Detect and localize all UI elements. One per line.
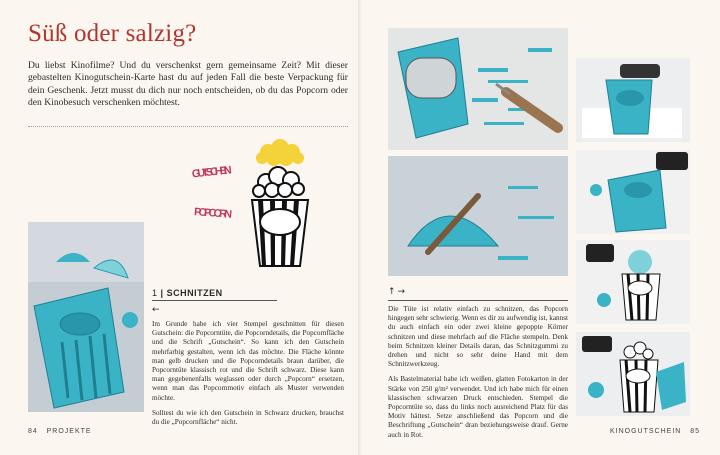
- popcorn-yellow: [256, 139, 304, 166]
- stamp-text-gutschein: GUTSCHEIN: [191, 164, 233, 181]
- right-paragraph: Die Tüte ist relativ einfach zu schnitzen, das Popcorn hingegen sehr schwierig. Wenn es dir zu aufwendig ist, kannst du auch einfach ein oder zwei kleine gepoppte Körner schnitzen und diese mehrfach auf die Fläche stempeln. Denk beim Schnitzen kleiner Details daran, das Schnitzgummi zu drehen und nicht so sehr deine Hand mit dem Schnitzwerkzeug.: [388, 305, 568, 369]
- intro-text: Du liebst Kinofilme? Und du verschenkst gern gemeinsame Zeit? Mit dieser gebastelten Kinogutschein-Karte hast du auf jeden Fall die beste Verpackung für dein Geschenk. Jetzt musst du dich nur noch entscheiden, ob du das Popcorn oder den Kinobesuch verschenken möchtest.: [28, 60, 348, 109]
- right-body-text: [388, 305, 568, 446]
- arrow-left-icon: ←: [152, 305, 160, 315]
- photo-carved-stamps: [28, 222, 144, 412]
- page-number-right: 85: [690, 428, 700, 435]
- footer-right: [610, 428, 700, 435]
- section-rule: [152, 300, 277, 301]
- page-title: Süß oder salzig?: [28, 20, 197, 47]
- arrow-up-right-icon: ↑→: [388, 287, 408, 297]
- dotted-divider: [28, 126, 348, 127]
- photo-carving-stamp: [388, 28, 568, 150]
- popcorn-box: [252, 200, 308, 266]
- stamp-text-popcorn: POPCORN: [193, 206, 233, 221]
- section-rule-right: [388, 300, 568, 301]
- running-head-right: KINOGUTSCHEIN: [610, 428, 682, 435]
- popcorn-stamp-illustration: [186, 134, 346, 284]
- footer-left: [28, 428, 92, 435]
- section-separator: |: [160, 288, 164, 298]
- running-head-left: PROJEKTE: [46, 428, 92, 435]
- left-paragraph: Solltest du wie ich den Gutschein in Schwarz drucken, brauchst du die „Popcornfläche“ nicht.: [152, 408, 344, 427]
- left-paragraph: Im Grunde habe ich vier Stempel geschnitten für diesen Gutschein: die Popcorntüte, die Popcorndetails, die Popcornfläche und die Schrift „Gutschein“. So kann ich den Gutschein mehrfarbig gestalten, wenn ich das möchte. Die Fläche könnte man gelb drucken und die Popcorndetails braun darüber, die Popcorntüte klassisch rot und die Schrift schwarz. Diese kann man gegebenenfalls weglassen oder durch „Popcorn“ ersetzen, wenn man das Popcornmotiv einfach als Muster verwenden möchte.: [152, 320, 344, 402]
- page-number-left: 84: [28, 428, 38, 435]
- photo-finished-voucher: [576, 332, 690, 416]
- popcorn-black: [253, 167, 304, 197]
- photo-stamp-on-paper: [576, 150, 690, 234]
- photo-inking-stamp: [576, 58, 690, 142]
- right-paragraph: Als Bastelmaterial habe ich weißen, glatten Fotokarton in der Stärke von 250 g/m² verwendet. Und ich habe mich für einen klassischen schwarzen Druck entschieden. Stempel die Popcorntüte so, dass du links noch ausreichend Platz für das Motiv hättest. Setze anschließend das Popcorn und die Beschriftung „Gutschein“ dran beziehungsweise drauf. Gerne auch in Rot.: [388, 375, 568, 439]
- left-body-text: [152, 320, 344, 433]
- section-heading: [152, 288, 223, 298]
- section-number: 1: [152, 288, 158, 298]
- photo-printed-popcorn: [576, 240, 690, 324]
- section-title: SCHNITZEN: [166, 288, 223, 298]
- photo-carving-detail: [388, 156, 568, 276]
- page-gutter: [358, 0, 362, 455]
